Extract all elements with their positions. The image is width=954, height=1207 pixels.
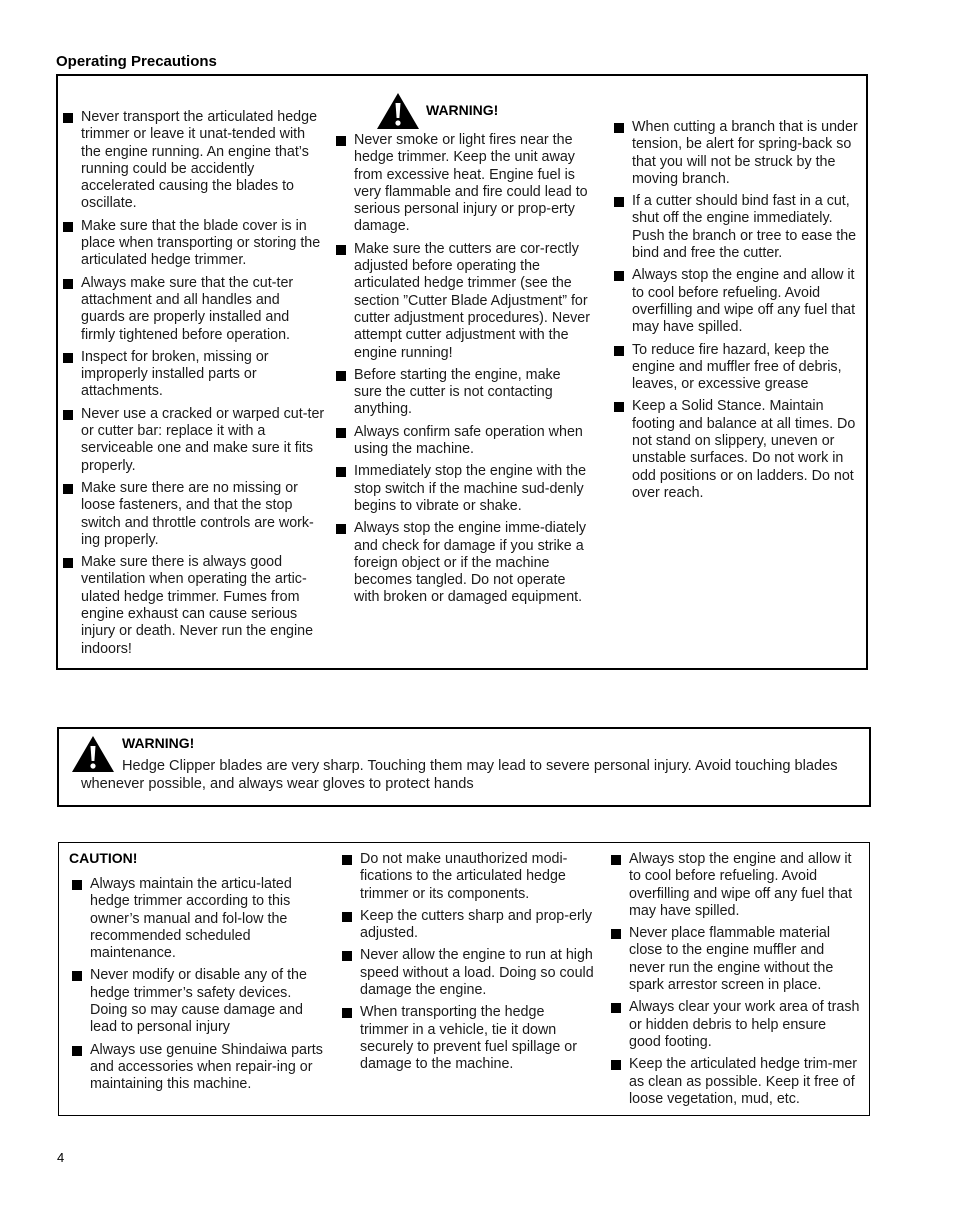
square-bullet-icon [614,271,624,281]
list-item-text: Never use a cracked or warped cut-ter or cutter bar: replace it with a serviceable one and make sure it fits properly. [81,405,325,474]
square-bullet-icon [614,123,624,133]
column-warning-label: WARNING! [426,102,499,118]
square-bullet-icon [342,951,352,961]
precautions-list-3 [614,119,862,502]
list-item [63,349,325,401]
square-bullet-icon [342,912,352,922]
list-item-text: Keep a Solid Stance. Maintain footing and balance at all times. Do not stand on slippery, uneven or unstable surfaces. Do not work in odd positions or on ladders. Do not over reach. [632,398,856,501]
square-bullet-icon [611,855,621,865]
list-item [614,342,862,394]
list-item [63,554,325,658]
square-bullet-icon [63,353,73,363]
square-bullet-icon [336,467,346,477]
list-item [72,1042,325,1094]
square-bullet-icon [336,371,346,381]
list-item [63,218,325,270]
square-bullet-icon [63,279,73,289]
caution-column-1 [69,850,325,1099]
list-item [336,463,591,515]
list-item-text: When transporting the hedge trimmer in a vehicle, tie it down securely to prevent fuel spillage or damage to the machine. [360,1004,577,1073]
list-item [63,406,325,475]
caution-label: CAUTION! [69,850,138,866]
precautions-column-3 [614,119,862,507]
precautions-list-2 [336,132,591,607]
list-item-text: Keep the articulated hedge trim-mer as clean as possible. Keep it free of loose vegetation, mud, etc. [629,1056,858,1107]
section-title: Operating Precautions [56,53,217,70]
list-item-text: Never transport the articulated hedge trimmer or leave it unat-tended with the engine running. An engine that’s running could be accidently accelerated causing the blades to oscillate. [81,109,318,212]
square-bullet-icon [336,245,346,255]
square-bullet-icon [63,113,73,123]
blade-warning-box [57,727,871,807]
square-bullet-icon [611,1003,621,1013]
list-item [611,851,861,920]
list-item-text: Always confirm safe operation when using the machine. [354,423,583,458]
list-item [342,947,594,999]
list-item [63,109,325,213]
caution-list-3 [611,851,861,1108]
square-bullet-icon [336,428,346,438]
square-bullet-icon [614,346,624,356]
list-item [611,925,861,994]
page-number: 4 [57,1150,65,1165]
square-bullet-icon [611,929,621,939]
list-item [614,267,862,336]
column-warning-header [336,90,591,130]
blade-warning-text: Hedge Clipper blades are very sharp. Touching them may lead to severe personal injury. Avoid touching blades whenever possible, and always wear gloves to protect hands [81,758,838,792]
square-bullet-icon [342,1008,352,1018]
square-bullet-icon [72,880,82,890]
square-bullet-icon [63,558,73,568]
list-item-text: Make sure that the blade cover is in place when transporting or storing the articulated hedge trimmer. [81,217,321,269]
list-item-text: Do not make unauthorized modi-fications to the articulated hedge trimmer or its components. [360,851,568,902]
square-bullet-icon [63,410,73,420]
list-item [72,876,325,962]
precautions-list-1 [63,109,325,658]
precautions-box [56,74,868,670]
list-item [63,480,325,549]
precautions-column-1 [63,109,325,663]
square-bullet-icon [611,1060,621,1070]
list-item-text: If a cutter should bind fast in a cut, shut off the engine immediately. Push the branch or tree to ease the bind and free the cutter. [632,193,857,262]
list-item [336,367,591,419]
list-item [336,132,591,236]
list-item-text: Make sure there is always good ventilation when operating the artic-ulated hedge trimmer. Fumes from engine exhaust can cause serious injury or death. Never run the engine indoors! [81,554,314,657]
list-item [342,851,594,903]
caution-box [58,842,870,1116]
square-bullet-icon [336,136,346,146]
square-bullet-icon [72,1046,82,1056]
list-item [614,398,862,502]
list-item-text: Make sure there are no missing or loose fasteners, and that the stop switch and throttle controls are work-ing properly. [81,479,314,548]
list-item-text: To reduce fire hazard, keep the engine and muffler free of debris, leaves, or excessive grease [632,341,842,393]
list-item [336,520,591,606]
precautions-column-2 [336,90,591,612]
list-item-text: When cutting a branch that is under tension, be alert for spring-back so that you will not be struck by the moving branch. [632,119,858,187]
list-item [614,119,862,188]
list-item [614,193,862,262]
square-bullet-icon [63,484,73,494]
list-item-text: Never smoke or light fires near the hedge trimmer. Keep the unit away from excessive heat. Engine fuel is very flammable and fire could lead to serious personal injury or prop-erty damage. [354,132,588,235]
list-item-text: Always stop the engine imme-diately and check for damage if you strike a foreign object or if the machine becomes tangled. Do not operate with broken or damaged equipment. [354,520,587,606]
square-bullet-icon [614,402,624,412]
caution-list-1 [69,876,325,1094]
list-item-text: Always stop the engine and allow it to cool before refueling. Avoid overfilling and wipe off any fuel that may have spilled. [629,851,853,919]
list-item [611,999,861,1051]
list-item-text: Never place flammable material close to the engine muffler and never run the engine without the spark arrestor screen in place. [629,925,834,994]
list-item [611,1056,861,1108]
list-item [342,908,594,943]
warning-triangle-icon [376,92,420,130]
caution-column-3 [611,851,861,1113]
list-item-text: Keep the cutters sharp and prop-erly adjusted. [360,907,593,942]
square-bullet-icon [614,197,624,207]
caution-list-2 [342,851,594,1074]
square-bullet-icon [72,971,82,981]
caution-column-2 [342,851,594,1079]
list-item [336,424,591,459]
list-item-text: Always use genuine Shindaiwa parts and accessories when repair-ing or maintaining this machine. [90,1041,323,1093]
list-item-text: Always maintain the articu-lated hedge trimmer according to this owner’s manual and fol-low the recommended scheduled maintenance. [90,876,292,962]
list-item-text: Make sure the cutters are cor-rectly adjusted before operating the articulated hedge trimmer (see the section ”Cutter Blade Adjustment” for cutter adjustment procedures). Never attempt cutter adjustment with the engine running! [354,240,591,361]
list-item [72,967,325,1036]
square-bullet-icon [63,222,73,232]
list-item-text: Always clear your work area of trash or hidden debris to help ensure good footing. [629,999,860,1050]
list-item-text: Before starting the engine, make sure the cutter is not contacting anything. [354,366,561,418]
list-item-text: Immediately stop the engine with the stop switch if the machine sud-denly begins to vibrate or shake. [354,463,587,514]
list-item-text: Always make sure that the cut-ter attachment and all handles and guards are properly installed and firmly tightened before operation. [81,274,294,343]
list-item-text: Never modify or disable any of the hedge trimmer’s safety devices. Doing so may cause damage and lead to personal injury [90,967,307,1036]
blade-warning-label: WARNING! [122,735,195,751]
list-item-text: Always stop the engine and allow it to cool before refueling. Avoid overfilling and wipe off any fuel that may have spilled. [632,267,856,336]
square-bullet-icon [336,524,346,534]
list-item-text: Inspect for broken, missing or improperly installed parts or attachments. [81,348,269,400]
list-item [342,1004,594,1073]
list-item [336,241,591,362]
square-bullet-icon [342,855,352,865]
list-item-text: Never allow the engine to run at high speed without a load. Doing so could damage the engine. [360,947,594,999]
list-item [63,275,325,344]
